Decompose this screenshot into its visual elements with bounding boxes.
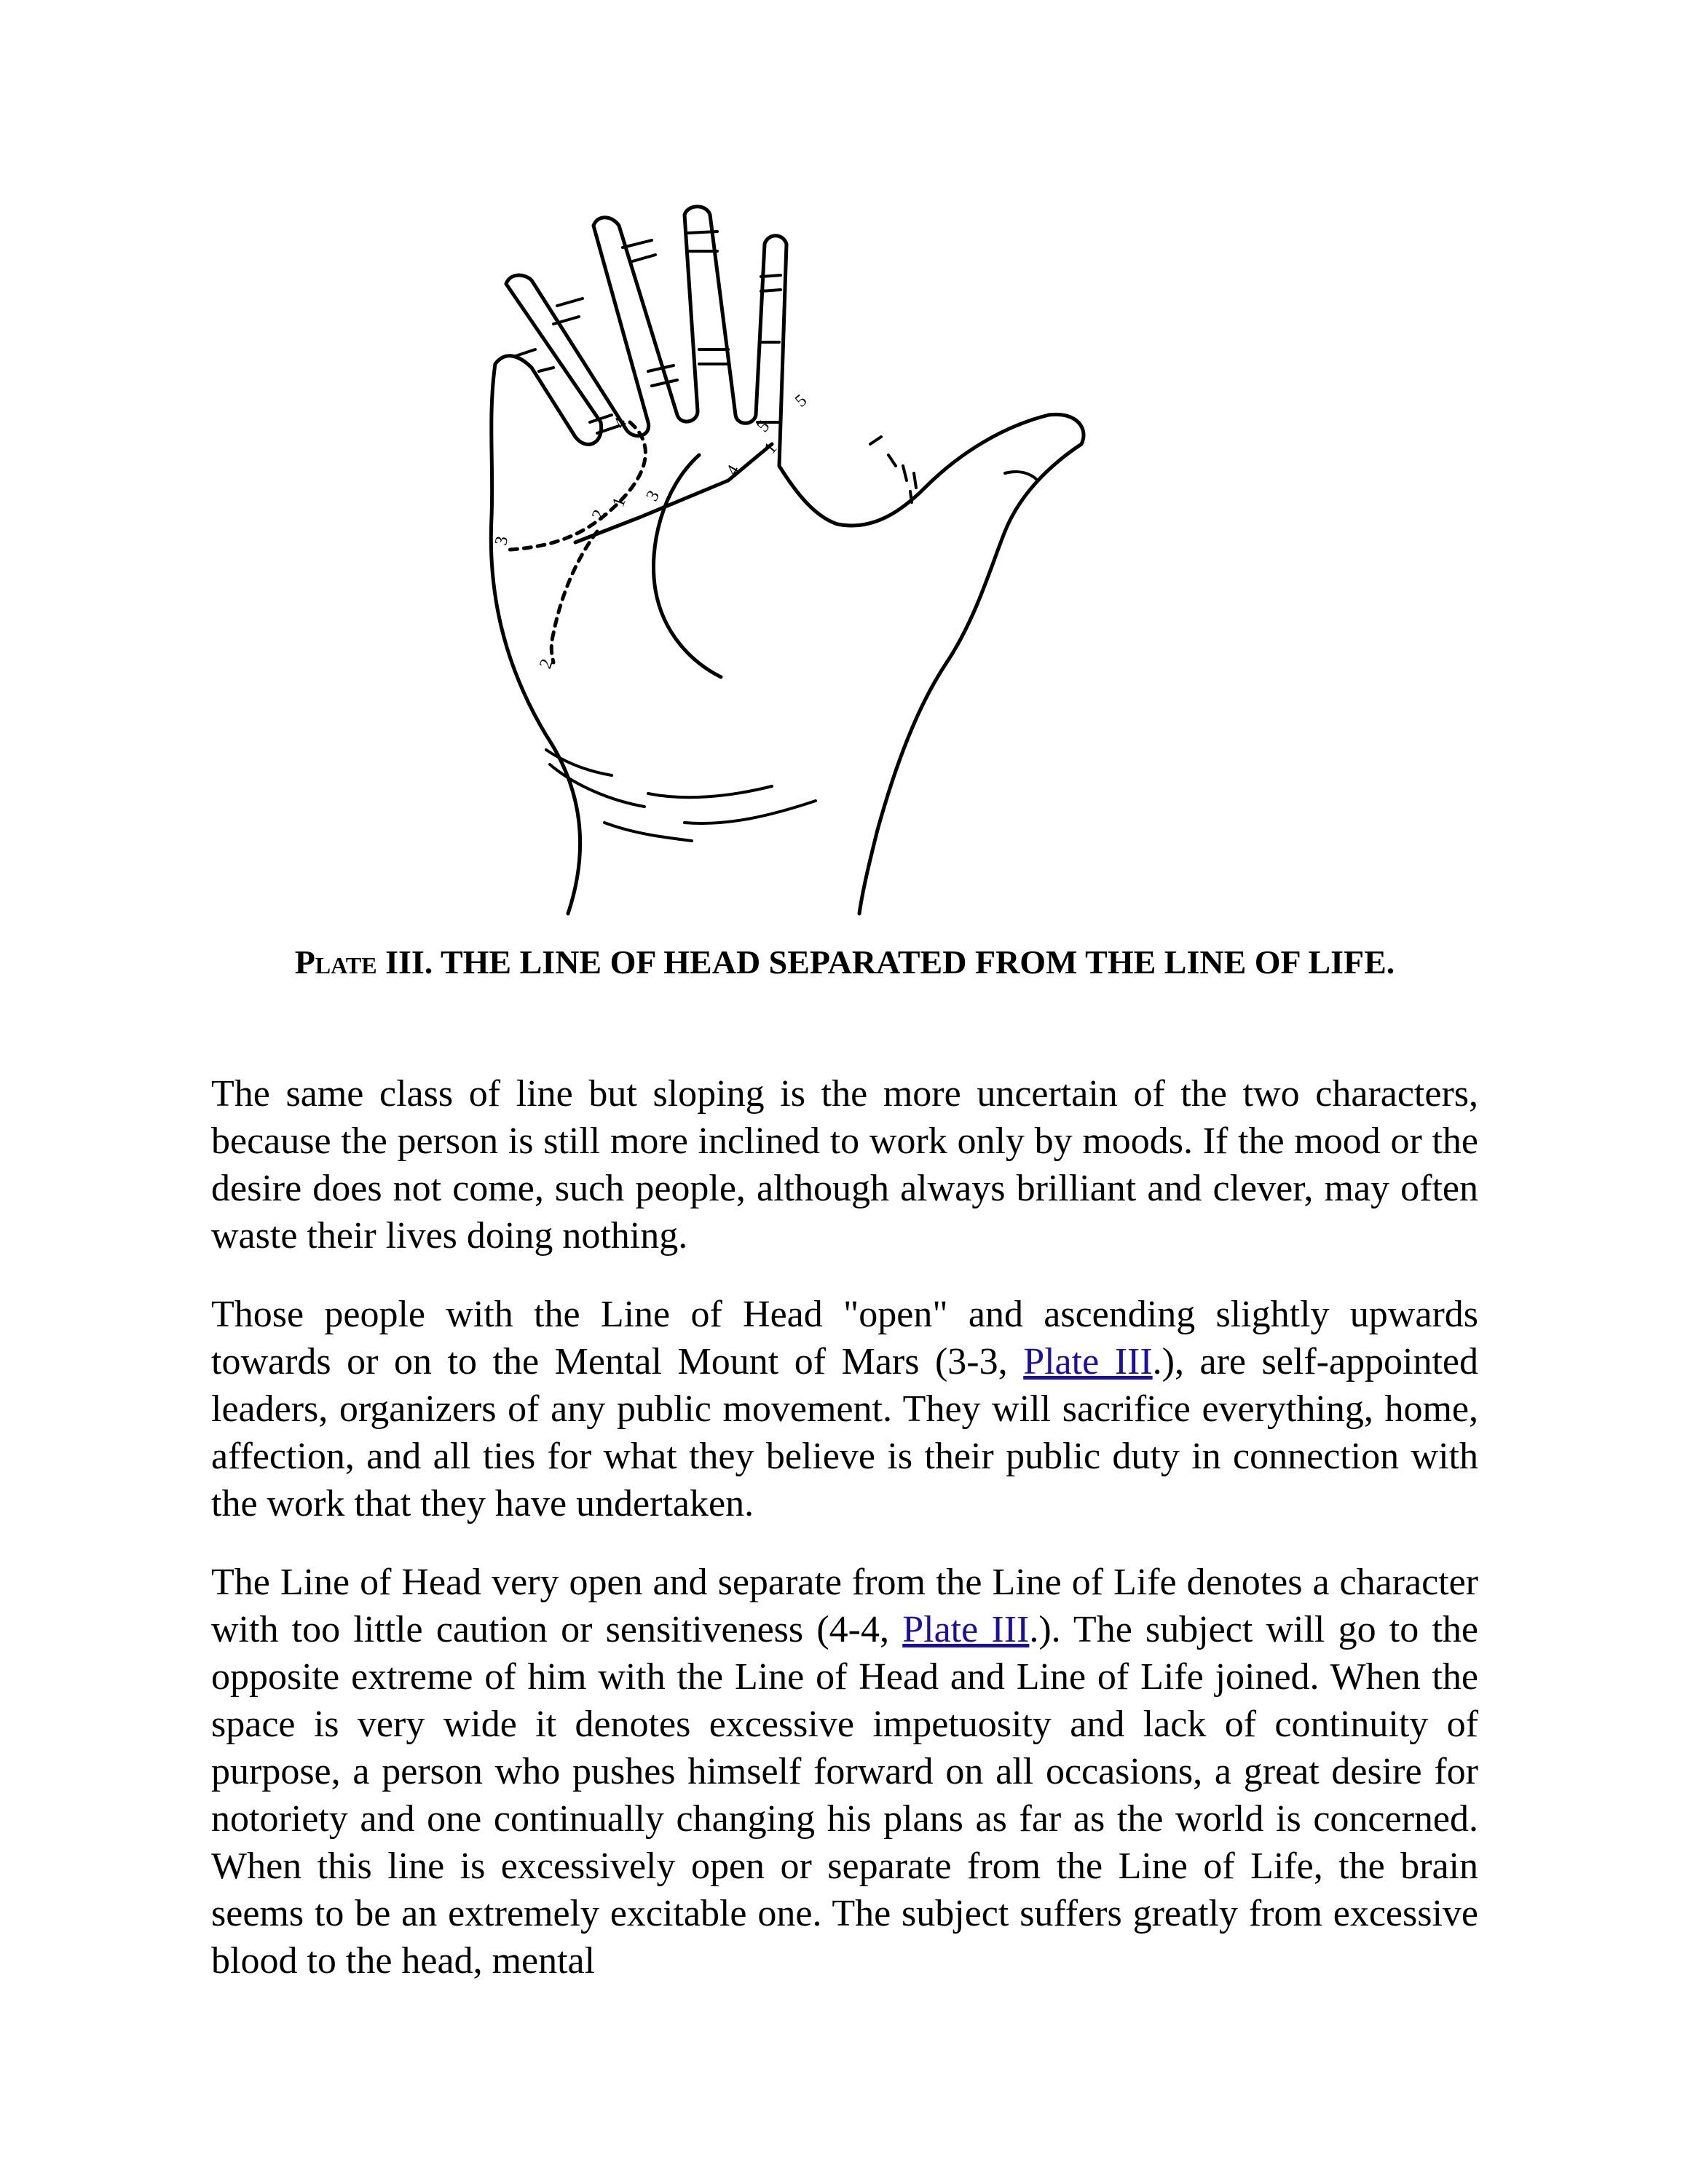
plate-iii-link[interactable]: Plate III xyxy=(902,1609,1030,1650)
diagram-label: 3 xyxy=(642,487,664,505)
palm-diagram xyxy=(466,182,1209,946)
palm-diagram-figure xyxy=(466,182,1209,946)
figure-caption xyxy=(211,939,1478,986)
diagram-label: 2 xyxy=(536,656,557,672)
paragraph xyxy=(211,1291,1478,1527)
caption-prefix: Plate xyxy=(294,943,377,981)
line-of-head xyxy=(575,444,772,542)
paragraph-text: .). The subject will go to the opposite extreme of him with the Line of Head and Line of Life joined. When the space is very wide it denotes excessive impetuosity and lack of continuity of purpose, a person who pushes himself forward on all occasions, a great desire for notoriety and one continually changing his plans as far as the world is concerned. When this line is excessively open or separate from the Line of Life, the brain seems to be an extremely excitable one. The subject suffers greatly from excessive blood to the head, mental xyxy=(211,1609,1478,1982)
diagram-label: 5 xyxy=(792,390,811,411)
paragraph xyxy=(211,1070,1478,1259)
finger-creases xyxy=(513,232,1038,502)
diagram-label: 4 xyxy=(722,462,744,479)
paragraph-text: Those people with the Line of Head "open" and ascending slightly upwards towards or on to the Mental Mount of Mars (3-3, xyxy=(211,1294,1478,1382)
paragraph-text: The Line of Head very open and separate from the Line of Life denotes a character with too little caution or sensitiveness (4-4, xyxy=(211,1562,1478,1650)
body-text xyxy=(211,1070,1478,2016)
plate-iii-link[interactable]: Plate III xyxy=(1023,1341,1153,1382)
paragraph-text: .), are self-appointed leaders, organizers of any public movement. They will sacrifice everything, home, affection, and all ties for what they believe is their public duty in connection with the work that they have undertaken. xyxy=(211,1341,1479,1524)
diagram-label: 1 xyxy=(609,494,630,510)
caption-number: III. xyxy=(385,943,433,981)
wrist-creases xyxy=(546,750,816,841)
paragraph xyxy=(211,1559,1478,1985)
diagram-label: 2 xyxy=(588,507,610,523)
diagram-labels xyxy=(492,391,811,671)
diagram-label: 3 xyxy=(492,534,512,547)
diagram-label: 5 xyxy=(753,416,774,436)
caption-title: THE LINE OF HEAD SEPARATED FROM THE LINE OF LIFE. xyxy=(440,943,1395,981)
diagram-label: 4 xyxy=(610,414,631,432)
diagram-label: 1 xyxy=(760,438,781,458)
paragraph-text: The same class of line but sloping is the more uncertain of the two characters, because the person is still more inclined to work only by moods. If the mood or the desire does not come, such people, although always brilliant and clever, may often waste their lives doing nothing. xyxy=(211,1073,1478,1257)
